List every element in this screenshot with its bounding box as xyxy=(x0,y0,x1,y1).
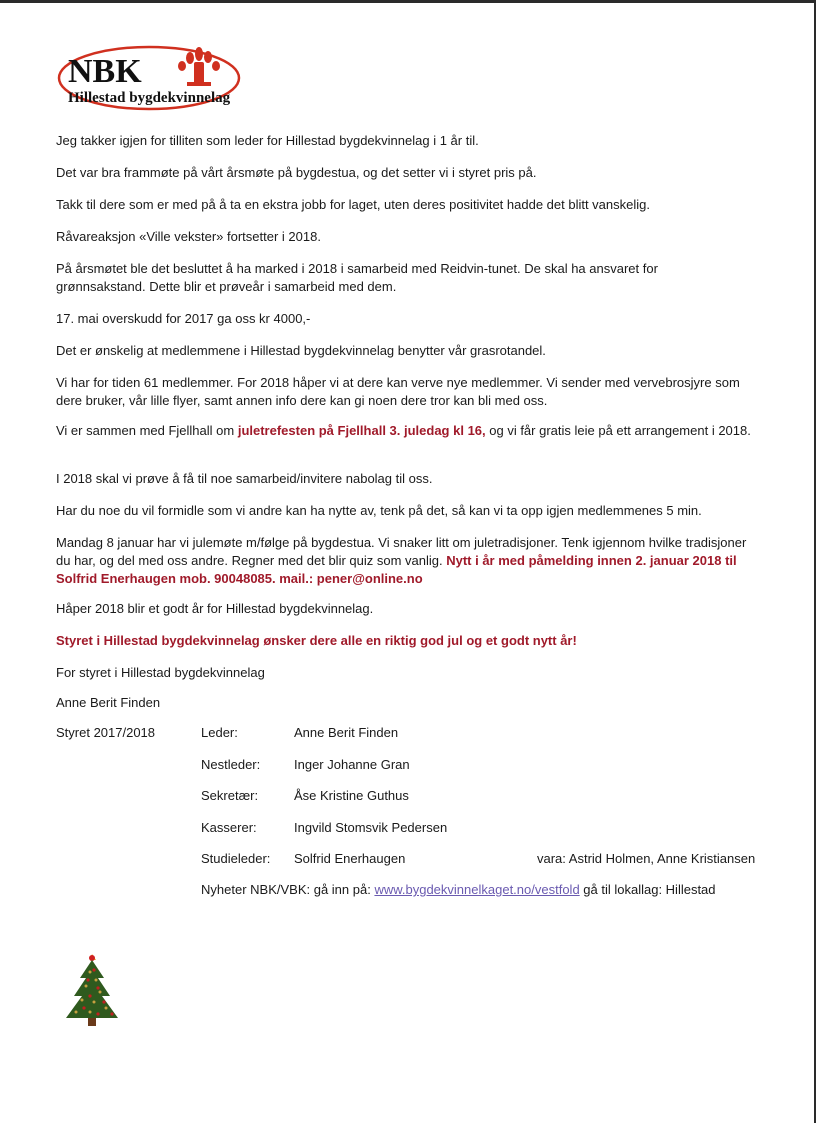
committee-role: Leder: xyxy=(201,725,238,740)
paragraph xyxy=(56,422,766,440)
paragraph: Det var bra frammøte på vårt årsmøte på bygdestua, og det setter vi i styret pris på. xyxy=(56,165,537,180)
christmas-tree-icon xyxy=(60,950,124,1030)
paragraph: Jeg takker igjen for tilliten som leder for Hillestad bygdekvinnelag i 1 år til. xyxy=(56,133,479,148)
text-span: og vi får gratis leie på ett arrangement i 2018. xyxy=(485,423,751,438)
paragraph: Håper 2018 blir et godt år for Hillestad bygdekvinnelag. xyxy=(56,601,374,616)
highlight-text: Nytt i år med påmelding innen 2. januar 2018 til Solfrid Enerhaugen mob. 90048085. mail.: pener@online.no xyxy=(56,553,737,586)
paragraph: Det er ønskelig at medlemmene i Hillestad bygdekvinnelag benytter vår grasrotandel. xyxy=(56,343,546,358)
signature-name: Anne Berit Finden xyxy=(56,695,161,710)
paragraph: På årsmøtet ble det besluttet å ha marked i 2018 i samarbeid med Reidvin-tunet. De skal ha ansvaret for grønnsakstand. Dette blir et prøveår i samarbeid med dem. xyxy=(56,261,658,294)
committee-deputies: vara: Astrid Holmen, Anne Kristiansen xyxy=(537,851,756,866)
paragraph: I 2018 skal vi prøve å få til noe samarbeid/invitere nabolag til oss. xyxy=(56,471,433,486)
news-suffix: gå til lokallag: Hillestad xyxy=(579,882,716,897)
news-line xyxy=(201,881,716,899)
paragraph: Takk til dere som er med på å ta en ekstra jobb for laget, uten deres positivitet hadde det blitt vanskelig. xyxy=(56,197,650,212)
highlight-text: juletrefesten på Fjellhall 3. juledag kl 16, xyxy=(237,423,486,438)
committee-member: Solfrid Enerhaugen xyxy=(294,851,406,866)
paragraph: Vi har for tiden 61 medlemmer. For 2018 håper vi at dere kan verve nye medlemmer. Vi sender med vervebrosjyre som dere bruker, vår lille flyer, samt annen info dere kan gi noen dere tror kan bli med oss. xyxy=(56,375,740,408)
committee-member: Anne Berit Finden xyxy=(294,725,399,740)
committee-member: Åse Kristine Guthus xyxy=(294,788,409,803)
committee-role: Studieleder: xyxy=(201,851,271,866)
committee-heading: Styret 2017/2018 xyxy=(56,725,156,740)
committee-role: Nestleder: xyxy=(201,757,261,772)
nbk-logo xyxy=(56,44,246,114)
logo-initials: NBK xyxy=(68,53,142,90)
text-span: Vi er sammen med Fjellhall om xyxy=(56,423,238,438)
paragraph: Råvareaksjon «Ville vekster» fortsetter i 2018. xyxy=(56,229,321,244)
paragraph: Har du noe du vil formidle som vi andre kan ha nytte av, tenk på det, så kan vi ta opp igjen medlemmenes 5 min. xyxy=(56,503,702,518)
news-prefix: Nyheter NBK/VBK: gå inn på: xyxy=(201,882,375,897)
logo-name: Hillestad bygdekvinnelag xyxy=(68,90,231,106)
website-link[interactable]: www.bygdekvinnelkaget.no/vestfold xyxy=(374,882,580,897)
paragraph xyxy=(56,534,756,588)
paragraph: 17. mai overskudd for 2017 ga oss kr 4000,- xyxy=(56,311,311,326)
committee-member: Ingvild Stomsvik Pedersen xyxy=(294,820,448,835)
signoff: For styret i Hillestad bygdekvinnelag xyxy=(56,665,265,680)
wheat-sheaf-icon xyxy=(178,47,220,86)
committee-role: Sekretær: xyxy=(201,788,259,803)
committee-member: Inger Johanne Gran xyxy=(294,757,410,772)
scan-edge-top xyxy=(0,0,816,3)
greeting: Styret i Hillestad bygdekvinnelag ønsker dere alle en riktig god jul og et godt nytt år! xyxy=(56,633,577,648)
text-span: Mandag 8 januar har vi julemøte m/følge på bygdestua. Vi snaker litt om juletradisjoner. Tenk igjennom hvilke tradisjoner du har, og del med oss andre. Regner med det blir quiz som vanlig. xyxy=(56,535,747,568)
committee-role: Kasserer: xyxy=(201,820,257,835)
